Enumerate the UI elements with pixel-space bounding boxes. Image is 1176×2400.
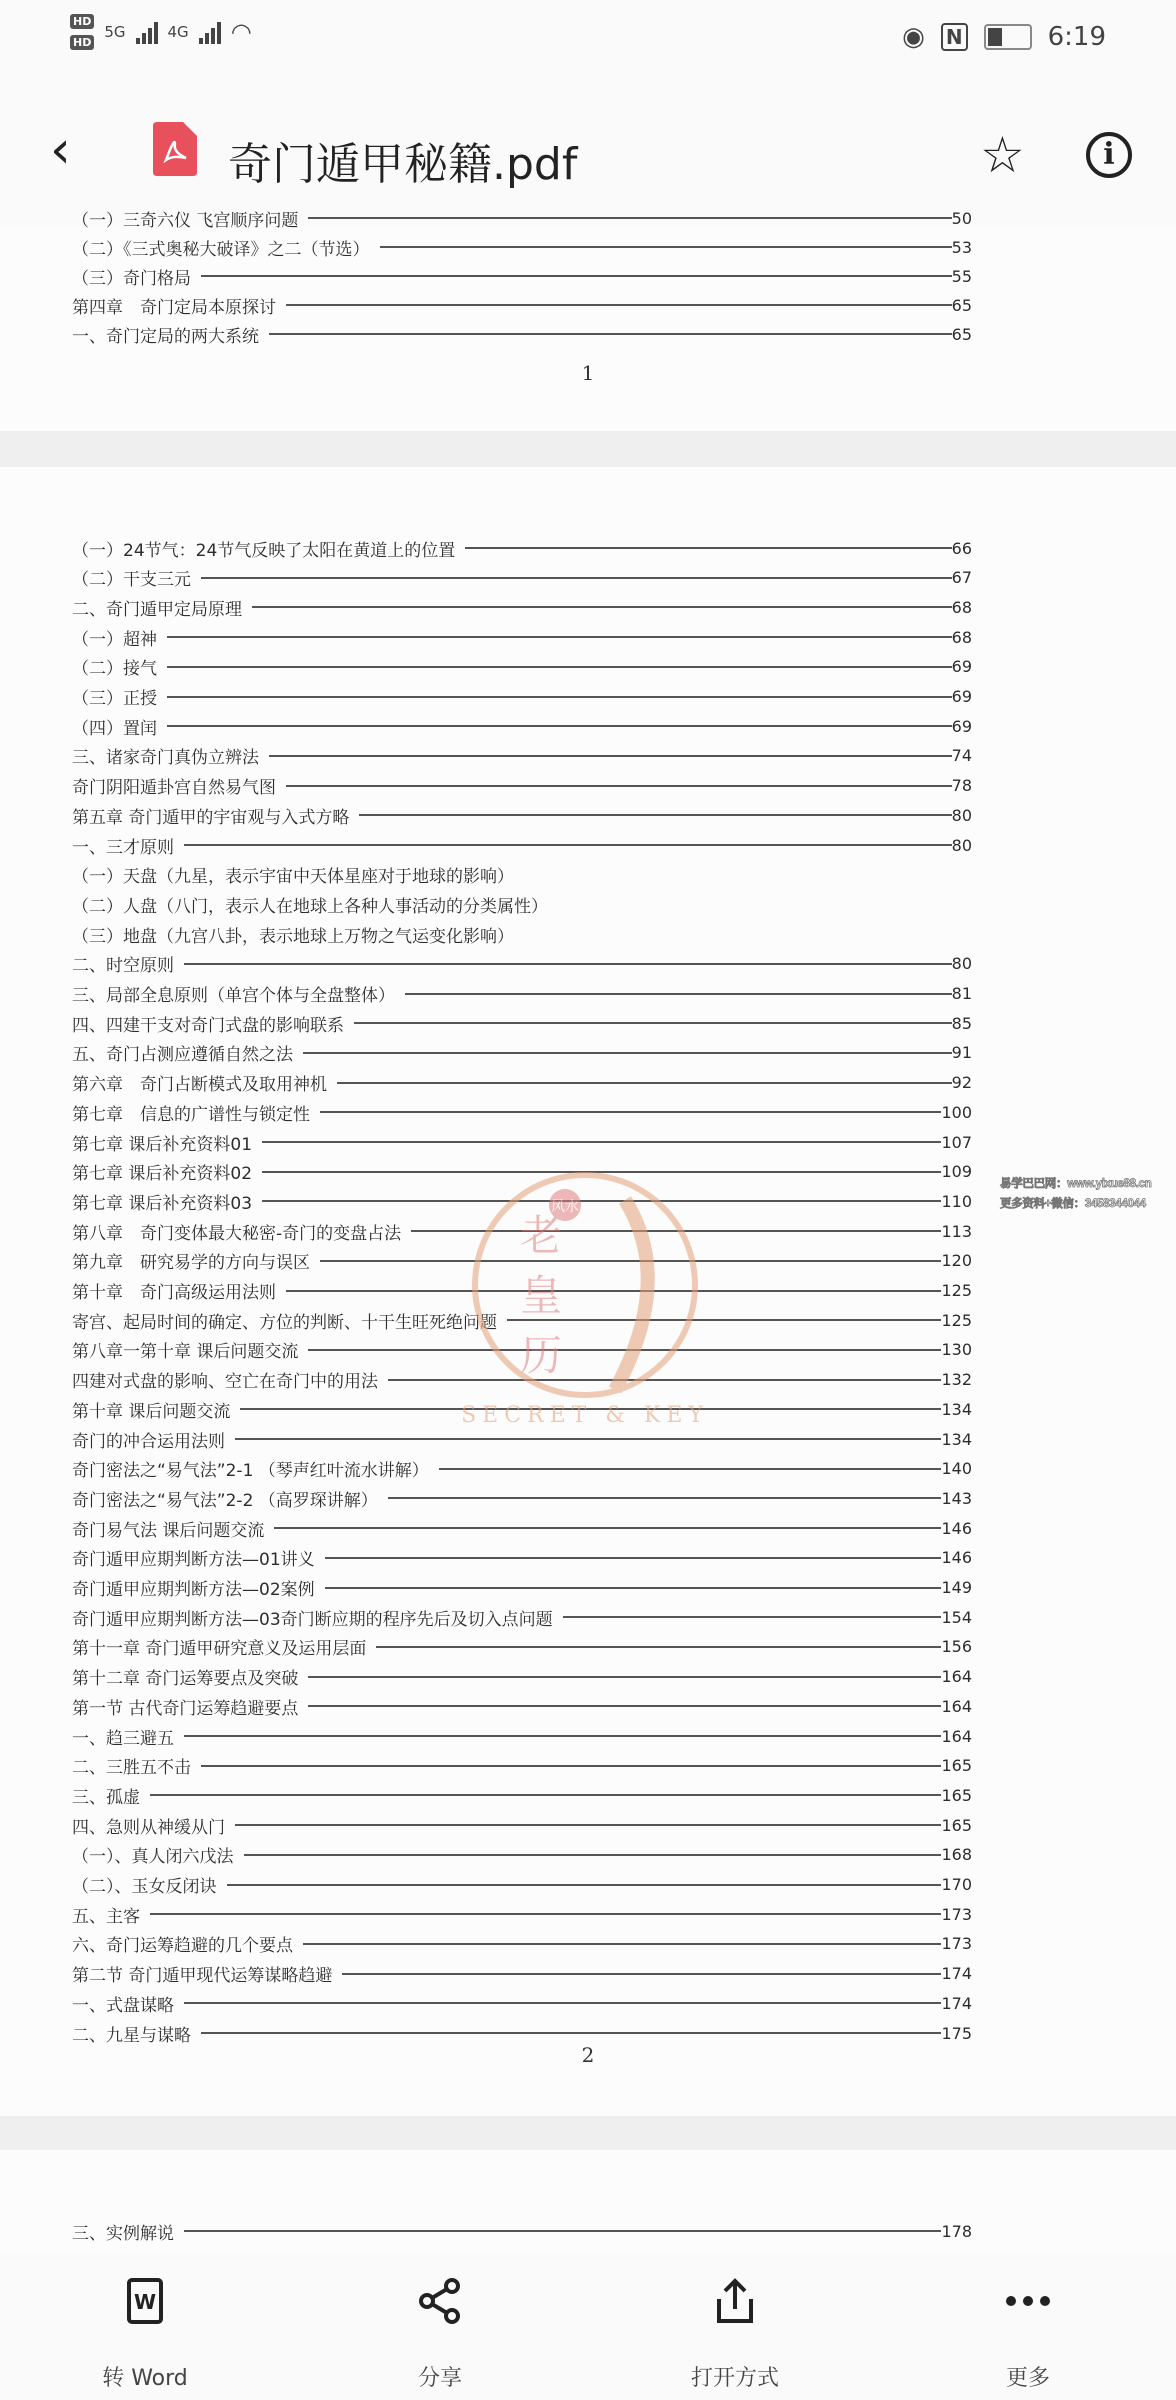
toc-page-number: 91 [951,1043,972,1063]
toc-leader-line [308,1705,941,1707]
toc-leader-line [359,814,951,816]
logo-badge-text: 风水 [551,1199,579,1215]
network-4g: 4G [167,23,189,41]
eye-icon: ◉ [902,22,925,52]
toc-page-number: 81 [951,984,972,1003]
toc-page-number: 174 [941,1993,972,2013]
toc-entry-title: 五、奇门占测应遵循自然之法 [72,1045,293,1066]
toc-leader-line [308,217,951,219]
toc-entry-title: 第七章 信息的广谱性与锁定性 [72,1104,310,1125]
nfc-icon: N [941,23,968,51]
share-button[interactable] [340,2277,540,2392]
toc-entry-title: （一）超神 [72,629,157,650]
toc-entry[interactable] [72,1099,972,1125]
toc-entry-title: 二、三胜五不击 [72,1758,191,1779]
toc-entry-title: （二）干支三元 [72,570,191,591]
toc-leader-line [325,1557,942,1559]
toc-page-number: 120 [941,1251,972,1271]
toc-entry[interactable] [72,1931,972,1957]
back-button[interactable]: ‹ [50,120,71,180]
toc-entry[interactable] [72,1872,972,1898]
logo-char: 历 [520,1331,563,1380]
toc-page-number: 165 [941,1756,972,1776]
watermark-logo [455,1160,715,1430]
toc-entry-title: 二、奇门遁甲定局原理 [72,599,242,620]
toc-entry[interactable] [72,921,972,947]
toc-entry[interactable] [72,234,972,260]
toc-entry[interactable] [72,862,972,888]
toc-leader-line [201,1765,941,1767]
pdf-file-icon [153,122,197,176]
toc-entry[interactable] [72,832,972,858]
toc-leader-line [227,1884,942,1886]
toc-leader-line [376,1646,941,1648]
toc-entry-title: 二、九星与谋略 [72,2025,191,2046]
toc-page-number: 175 [941,2023,972,2043]
toc-entry-title: 一、趋三避五 [72,1728,174,1749]
page-number: 1 [581,361,595,385]
toc-page-number: 132 [941,1370,972,1390]
favorite-star-icon[interactable]: ☆ [980,126,1025,184]
toc-entry-title: 第四章 奇门定局本原探讨 [72,297,276,318]
toc-leader-line [201,577,952,579]
toc-entry-title: （三）正授 [72,689,157,709]
hd-badge: HD [70,14,94,29]
network-5g: 5G [104,23,126,41]
toc-leader-line [262,1141,941,1143]
toc-page-number: 80 [951,805,972,825]
document-title: 奇门遁甲秘籍.pdf [228,139,578,190]
toc-page-number: 65 [951,324,972,344]
toc-page-number: 164 [941,1667,972,1687]
toc-entry[interactable] [72,802,972,828]
toc-entry[interactable] [72,1990,972,2016]
toc-leader-line [320,1111,941,1113]
toc-leader-line [269,333,952,335]
toc-leader-line [439,1468,942,1470]
word-convert-icon [45,2277,245,2325]
toc-entry-title: 寄宫、起局时间的确定、方位的判断、十干生旺死绝问题 [72,1312,497,1333]
toc-page-number: 125 [941,1281,972,1300]
toc-entry-title: 三、实例解说 [72,2223,174,2244]
toc-entry[interactable] [72,1842,972,1868]
toc-page-number: 170 [941,1875,972,1894]
toc-entry[interactable] [72,1010,972,1036]
toc-entry-title: 第八章一第十章 课后问题交流 [72,1342,299,1363]
toc-entry-title: 奇门密法之“易气法”2-1 （琴声红叶流水讲解） [72,1461,429,1482]
toc-entry-title: （一）三奇六仪 飞宫顺序问题 [72,210,299,231]
toc-leader-line [405,993,952,995]
toc-leader-line [274,1527,941,1529]
toc-entry[interactable] [72,743,972,769]
share-label: 分享 [417,2366,462,2391]
toc-page-number: 173 [941,1934,972,1954]
toc-leader-line [252,606,952,608]
toc-entry[interactable] [72,654,972,680]
toc-entry-title: （二）人盘（八门，表示人在地球上各种人事活动的分类属性） [72,896,548,917]
toc-page-number: 143 [941,1488,972,1508]
toc-entry-title: 第十一章 奇门遁甲研究意义及运用层面 [72,1639,367,1660]
toc-entry-title: 一、式盘谋略 [72,1995,174,2016]
toc-entry-title: 四、四建干支对奇门式盘的影响联系 [72,1015,344,1036]
toc-entry[interactable] [72,1693,972,1719]
toc-entry-title: 奇门的冲合运用法则 [72,1431,225,1452]
toc-leader-line [235,1438,941,1440]
toc-leader-line [184,2002,941,2004]
watermark-line: 更多资料+微信：3458344044 [1000,1198,1146,1210]
toc-page-number: 165 [941,1815,972,1835]
toc-page-number: 110 [941,1191,972,1211]
toc-entry-title: 三、局部全息原则（单宫个体与全盘整体） [72,986,395,1006]
toc-entry-title: 第六章 奇门占断模式及取用神机 [72,1075,327,1096]
toc-entry[interactable] [72,292,972,318]
toc-leader-line [388,1497,942,1499]
toc-page-number: 50 [951,208,972,228]
toc-page-number: 109 [941,1162,972,1182]
toc-page-number: 68 [951,597,972,617]
toc-entry-title: （三）奇门格局 [72,268,191,289]
toc-entry[interactable] [72,1515,972,1541]
clock: 6:19 [1047,22,1106,52]
toc-leader-line [269,755,952,757]
toc-page-number: 100 [941,1102,972,1122]
toc-entry-title: 奇门阴阳遁卦宫自然易气图 [72,778,276,799]
toc-page-number: 149 [941,1578,972,1597]
toc-page-number: 173 [941,1904,972,1924]
toc-entry-title: 奇门遁甲应期判断方法—02案例 [72,1580,315,1600]
toc-entry[interactable] [72,2020,972,2046]
toc-entry-title: （一）24节气：24节气反映了太阳在黄道上的位置 [72,540,456,561]
toc-page-number: 130 [941,1340,972,1360]
toc-leader-line [150,1913,941,1915]
toc-leader-line [184,844,952,846]
wifi-icon: ◠ [230,18,252,46]
toc-leader-line [325,1587,942,1589]
toc-entry-title: 第十二章 奇门运筹要点及突破 [72,1669,299,1690]
toc-leader-line [201,2032,941,2034]
signal-icon [136,20,158,44]
toc-entry[interactable] [72,205,972,231]
toc-leader-line [308,1676,941,1678]
toc-entry-title: 六、奇门运筹趋避的几个要点 [72,1936,293,1957]
toc-page-number: 165 [941,1785,972,1805]
toc-page-number: 134 [941,1429,972,1449]
hd-badge: HD [70,35,94,50]
toc-entry-title: （一）天盘（九星，表示宇宙中天体星座对于地球的影响） [72,867,514,888]
status-bar [0,0,1176,100]
toc-page-number: 134 [941,1399,972,1419]
toc-entry-title: 二、时空原则 [72,956,174,977]
logo-char: 皇 [520,1271,563,1320]
toc-entry[interactable] [72,713,972,739]
toc-entry-title: 第十章 课后问题交流 [72,1401,231,1422]
logo-char: 老 [520,1211,563,1260]
toc-entry-title: 第八章 奇门变体最大秘密-奇门的变盘占法 [72,1223,402,1244]
toc-leader-line [286,785,952,787]
svg-text:W: W [133,2290,157,2314]
toc-entry-title: 一、三才原则 [72,837,174,858]
toc-leader-line [244,1854,942,1856]
toc-page-number: 55 [951,266,972,286]
toc-entry-title: 第二节 奇门遁甲现代运筹谋略趋避 [72,1966,333,1987]
toc-entry[interactable] [72,773,972,799]
toc-entry[interactable] [72,1070,972,1096]
toc-entry[interactable] [72,891,972,917]
toc-entry-title: 奇门密法之“易气法”2-2 （高罗琛讲解） [72,1490,378,1511]
toc-entry-title: 第七章 课后补充资料02 [72,1164,253,1185]
toc-entry[interactable] [72,1040,972,1066]
share-icon [340,2277,540,2325]
toc-entry[interactable] [72,624,972,650]
toc-leader-line [201,275,952,277]
toc-leader-line [235,1824,941,1826]
toc-page-number: 66 [951,538,972,558]
toc-entry-title: （二）接气 [72,659,157,680]
toc-entry-title: 一、奇门定局的两大系统 [72,326,259,347]
toc-entry-title: 三、诸家奇门真伪立辨法 [72,748,259,769]
watermark-text [1000,1174,1176,1214]
toc-leader-line [563,1616,942,1618]
toc-page-number: 146 [941,1518,972,1538]
toc-page-number: 92 [951,1073,972,1093]
info-icon[interactable]: i [1086,132,1132,178]
toc-page-number: 69 [951,657,972,677]
toc-page-number: 78 [951,776,972,796]
toc-page-number: 69 [951,687,972,706]
convert-to-word-label: 转 Word [102,2366,188,2391]
toc-entry-title: 奇门遁甲应期判断方法—01讲义 [72,1550,315,1571]
toc-page-number: 68 [951,627,972,647]
toc-leader-line [167,696,952,698]
toc-entry[interactable] [72,1901,972,1927]
toc-entry[interactable] [72,684,972,710]
signal-icon [199,20,221,44]
toc-entry-title: 三、孤虚 [72,1787,140,1808]
open-with-button[interactable] [635,2277,835,2392]
toc-page-number: 74 [951,746,972,766]
toc-entry[interactable] [72,1129,972,1155]
toc-entry[interactable] [72,1545,972,1571]
page-number: 2 [581,2043,595,2067]
pdf-page-1 [0,208,1176,431]
toc-leader-line [184,2230,941,2232]
toc-page-number: 53 [951,237,972,257]
toc-entry-title: 五、主客 [72,1906,140,1927]
toc-entry[interactable] [72,1456,972,1482]
toc-page-number: 69 [951,716,972,736]
toc-entry-title: 第一节 古代奇门运筹趋避要点 [72,1698,299,1719]
toc-leader-line [167,666,952,668]
more-label: 更多 [1005,2366,1050,2391]
toc-entry[interactable] [72,1604,972,1630]
toc-leader-line [167,725,952,727]
toc-leader-line [354,1022,952,1024]
toc-entry-title: （二）《三式奥秘大破译》之二（节选） [72,239,370,260]
toc-entry[interactable] [72,321,972,347]
toc-entry[interactable] [72,951,972,977]
toc-entry-title: 奇门遁甲应期判断方法—03奇门断应期的程序先后及切入点问题 [72,1609,553,1630]
toc-entry[interactable] [72,1961,972,1987]
toc-entry-title: 第七章 课后补充资料03 [72,1193,253,1214]
toc-entry[interactable] [72,1782,972,1808]
toc-page-number: 156 [941,1637,972,1657]
toc-entry-title: 奇门易气法 课后问题交流 [72,1520,265,1541]
bottom-action-bar [0,2255,1176,2400]
toc-entry[interactable] [72,594,972,620]
toc-entry-title: （三）地盘（九宫八卦，表示地球上万物之气运变化影响） [72,926,514,947]
toc-leader-line [303,1052,952,1054]
open-with-icon [635,2277,835,2325]
toc-entry-title: 第九章 研究易学的方向与误区 [72,1253,310,1274]
toc-entry-title: 四、急则从神缓从门 [72,1817,225,1838]
toc-page-number: 140 [941,1459,972,1479]
toc-leader-line [184,963,952,965]
toc-page-number: 154 [941,1607,972,1627]
toc-leader-line [184,1735,941,1737]
toc-page-number: 174 [941,1964,972,1984]
battery-icon [984,24,1032,50]
toc-page-number: 125 [941,1310,972,1330]
more-icon [928,2277,1128,2325]
toc-entry[interactable] [72,1812,972,1838]
toc-page-number: 146 [941,1548,972,1568]
toc-entry[interactable] [72,981,972,1007]
toc-entry-title: （二）、玉女反闭诀 [72,1877,217,1897]
toc-entry[interactable] [72,1485,972,1511]
open-with-label: 打开方式 [690,2366,779,2391]
toc-page-number: 164 [941,1696,972,1716]
toc-entry[interactable] [72,535,972,561]
toc-leader-line [286,304,952,306]
toc-leader-line [465,547,951,549]
convert-to-word-button[interactable] [45,2277,245,2392]
toc-entry[interactable] [72,565,972,591]
toc-page-number: 107 [941,1132,972,1152]
watermark-line: 易学巴巴网：www.yixue88.cn [1000,1178,1152,1190]
toc-leader-line [342,1973,941,1975]
toc-entry-title: 第十章 奇门高级运用法则 [72,1283,276,1303]
toc-entry[interactable] [72,1575,972,1601]
toc-entry-title: 四建对式盘的影响、空亡在奇门中的用法 [72,1372,378,1393]
toc-entry[interactable] [72,1634,972,1660]
toc-page-number: 80 [951,835,972,855]
toc-leader-line [303,1943,941,1945]
toc-entry-title: （四）置闰 [72,718,157,739]
toc-entry[interactable] [72,2218,972,2244]
toc-leader-line [380,246,952,248]
toc-entry-title: 第七章 课后补充资料01 [72,1134,253,1155]
toc-entry[interactable] [72,1753,972,1779]
toc-page-number: 80 [951,954,972,974]
toc-page-number: 178 [941,2221,972,2241]
toc-entry[interactable] [72,1723,972,1749]
toc-entry[interactable] [72,1664,972,1690]
logo-caption: SECRET & KEY [461,1403,709,1428]
toc-page-number: 168 [941,1845,972,1865]
toc-entry-title: 第五章 奇门遁甲的宇宙观与入式方略 [72,807,350,828]
toc-page-number: 113 [941,1221,972,1241]
toc-leader-line [337,1082,952,1084]
toc-page-number: 164 [941,1726,972,1746]
toc-page-number: 67 [951,568,972,588]
toc-entry[interactable] [72,263,972,289]
toc-leader-line [167,636,952,638]
more-button[interactable] [928,2277,1128,2392]
toc-page-number: 85 [951,1013,972,1033]
toc-page-number: 65 [951,295,972,315]
toc-leader-line [150,1794,941,1796]
toc-entry-title: （一）、真人闭六戊法 [72,1847,234,1868]
